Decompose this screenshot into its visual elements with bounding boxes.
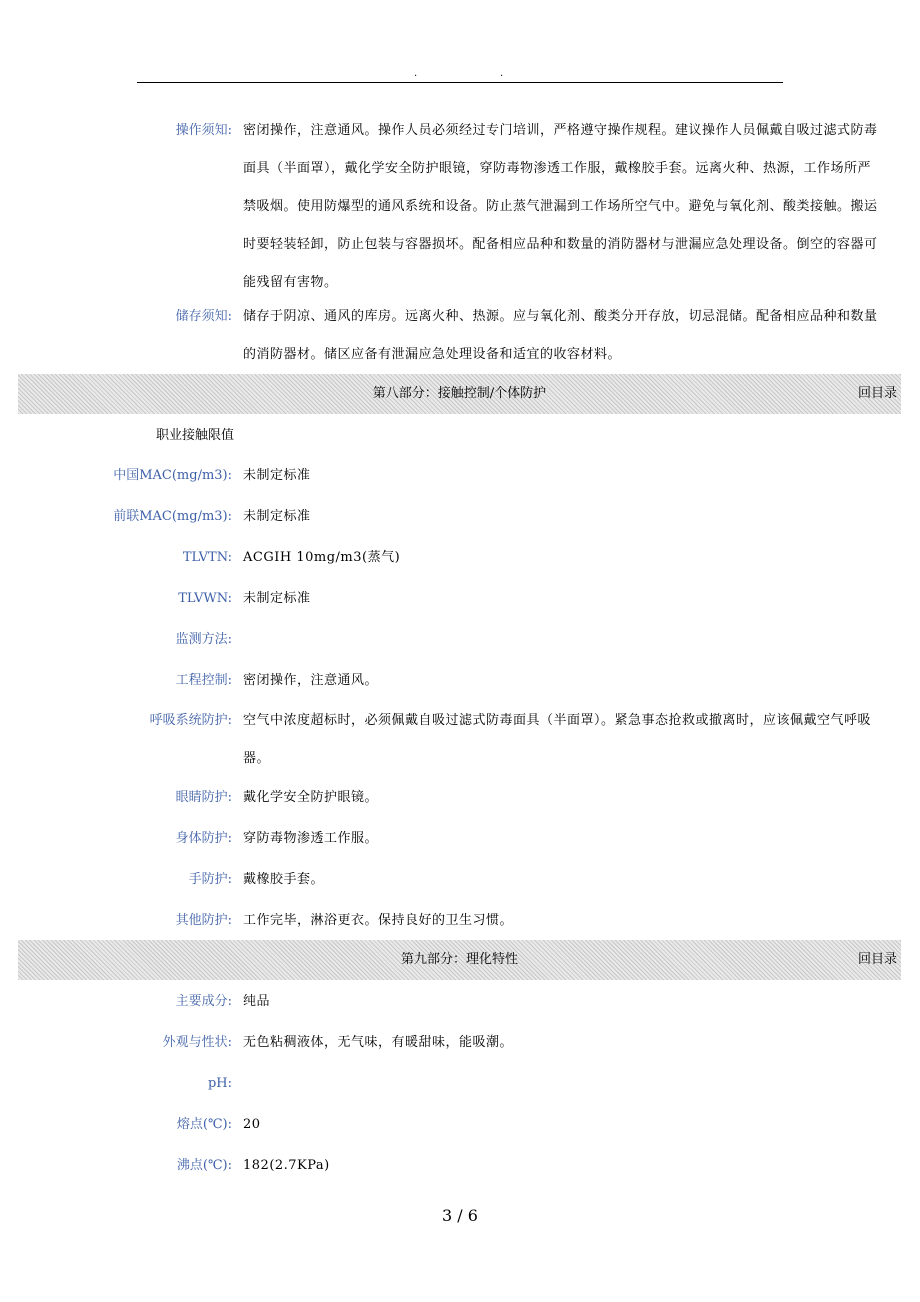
page-number: 3 / 6	[442, 1206, 478, 1225]
back-to-toc-link[interactable]: 回目录	[857, 952, 897, 967]
field-value: 密闭操作，注意通风。	[243, 673, 379, 688]
field-label: 手防护:	[188, 872, 232, 887]
section-title: 第九部分：理化特性	[400, 952, 518, 967]
header-rule	[137, 82, 783, 83]
field-label: 身体防护:	[175, 831, 232, 846]
field-value: 戴橡胶手套。	[243, 872, 325, 887]
field-label: 主要成分:	[175, 994, 232, 1009]
text-line: 禁吸烟。使用防爆型的通风系统和设备。防止蒸气泄漏到工作场所空气中。避免与氧化剂、酸类接触。搬运	[243, 199, 878, 214]
field-label: TLVTN:	[182, 550, 232, 565]
field-label: pH:	[207, 1076, 232, 1091]
field-label: 呼吸系统防护:	[149, 713, 232, 728]
field-label: 沸点(℃):	[176, 1158, 232, 1173]
text-line: 面具（半面罩），戴化学安全防护眼镜，穿防毒物渗透工作服，戴橡胶手套。远离火种、热源，工作场所严	[243, 161, 872, 176]
field-value: 穿防毒物渗透工作服。	[243, 831, 379, 846]
field-value: 无色粘稠液体，无气味，有暖甜味，能吸潮。	[243, 1035, 514, 1050]
text-line: 密闭操作，注意通风。操作人员必须经过专门培训，严格遵守操作规程。建议操作人员佩戴自吸过滤式防毒	[243, 123, 878, 138]
back-to-toc-link[interactable]: 回目录	[857, 386, 897, 401]
field-label: 工程控制:	[175, 673, 232, 688]
field-value: 纯品	[243, 994, 271, 1009]
subsection-title: 职业接触限值	[156, 428, 235, 443]
field-value: 未制定标准	[243, 468, 311, 483]
field-label: 外观与性状:	[162, 1035, 232, 1050]
section-title: 第八部分：接触控制/个体防护	[372, 386, 547, 401]
field-label: 前联MAC(mg/m3):	[113, 509, 232, 524]
field-label: TLVWN:	[178, 591, 232, 606]
field-label: 眼睛防护:	[175, 790, 232, 805]
section-header-8	[18, 374, 901, 414]
text-line: 时要轻装轻卸，防止包装与容器损坏。配备相应品种和数量的消防器材与泄漏应急处理设备。倒空的容器可	[243, 237, 878, 252]
text-line: 器。	[243, 751, 271, 766]
field-value: 工作完毕，淋浴更衣。保持良好的卫生习惯。	[243, 913, 514, 928]
field-label: 中国MAC(mg/m3):	[113, 468, 232, 483]
section-header-9	[18, 940, 901, 980]
field-value	[243, 298, 903, 374]
field-value: 182(2.7KPa)	[243, 1158, 330, 1173]
field-value: ACGIH 10mg/m3(蒸气)	[243, 550, 401, 565]
field-label: 储存须知:	[175, 309, 232, 324]
field-label: 熔点(℃):	[176, 1117, 232, 1132]
field-label: 其他防护:	[175, 913, 232, 928]
field-value	[243, 702, 903, 778]
field-label: 监测方法:	[175, 632, 232, 647]
field-value	[243, 112, 903, 302]
field-value: 戴化学安全防护眼镜。	[243, 790, 379, 805]
text-line: 储存于阴凉、通风的库房。远离火种、热源。应与氧化剂、酸类分开存放，切忌混储。配备相应品种和数量	[243, 309, 878, 324]
header-dot: .	[500, 68, 504, 79]
text-line: 的消防器材。储区应备有泄漏应急处理设备和适宜的收容材料。	[243, 347, 622, 362]
header-dot: .	[414, 68, 418, 79]
field-value: 未制定标准	[243, 591, 311, 606]
text-line: 能残留有害物。	[243, 275, 338, 290]
field-value: 20	[243, 1117, 261, 1132]
field-value: 未制定标准	[243, 509, 311, 524]
field-label: 操作须知:	[175, 123, 232, 138]
text-line: 空气中浓度超标时，必须佩戴自吸过滤式防毒面具（半面罩）。紧急事态抢救或撤离时，应该佩戴空气呼吸	[243, 713, 872, 728]
